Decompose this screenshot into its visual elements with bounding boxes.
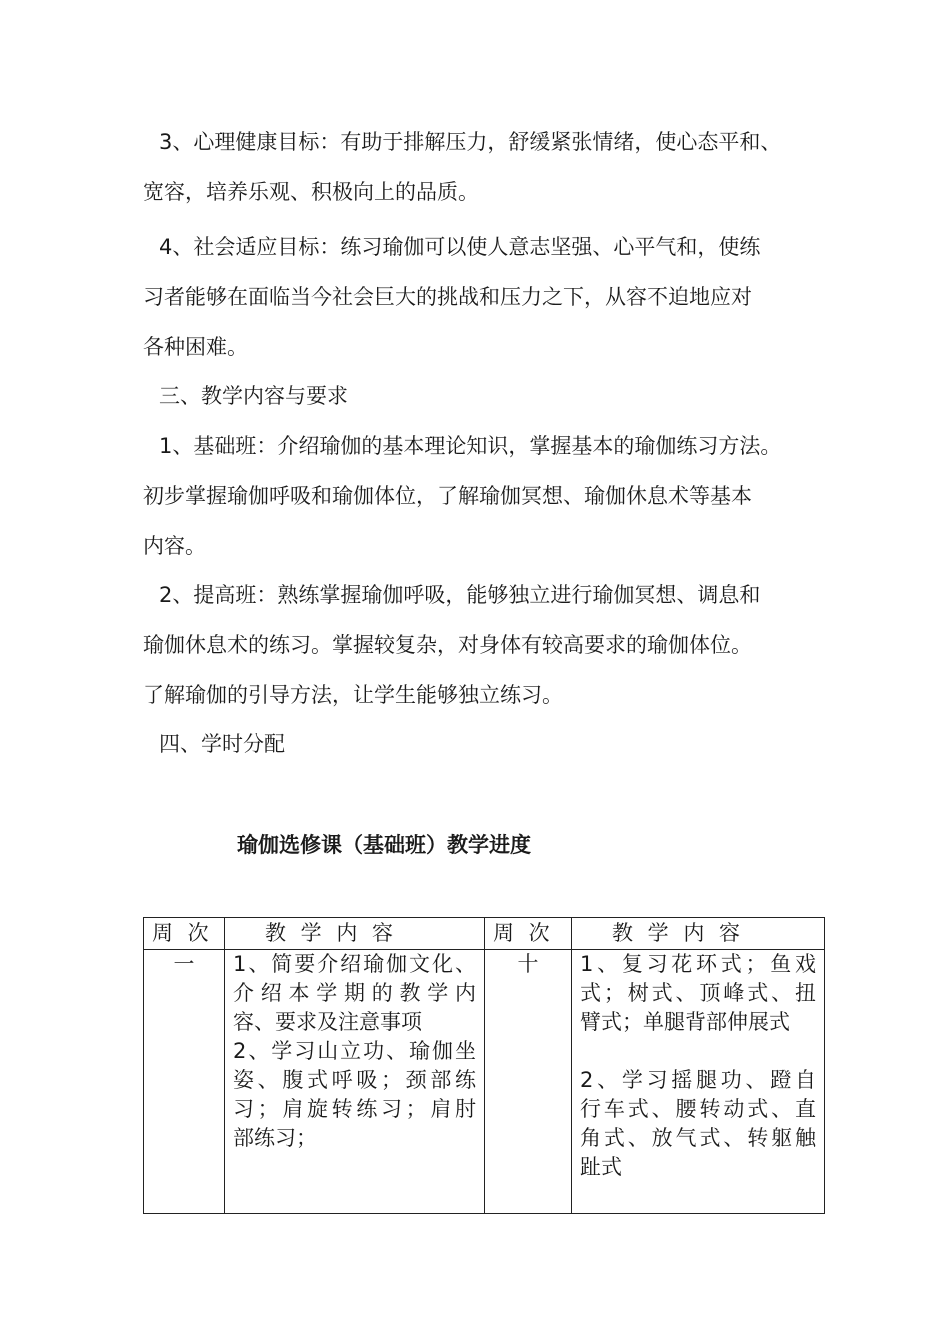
section-heading-hours xyxy=(143,719,823,769)
text-line: 初步掌握瑜伽呼吸和瑜伽体位，了解瑜伽冥想、瑜伽休息术等基本 xyxy=(143,484,752,508)
table-row xyxy=(144,950,825,1214)
paragraph-social-adaptation xyxy=(143,222,823,372)
table-header-row xyxy=(144,918,825,950)
cell-line: 2、学习摇腿功、蹬自 xyxy=(580,1068,816,1092)
header-content: 教 学 内 容 xyxy=(225,918,485,950)
week-cell: 一 xyxy=(144,950,225,1214)
text-line: 4、社会适应目标：练习瑜伽可以使人意志坚强、心平气和，使练 xyxy=(159,235,761,259)
cell-line: 式；树式、顶峰式、扭 xyxy=(580,981,816,1005)
week-cell: 十 xyxy=(485,950,572,1214)
cell-line: 姿、腹式呼吸；颈部练 xyxy=(233,1068,476,1092)
content-cell xyxy=(572,950,825,1214)
paragraph-mental-health xyxy=(143,117,823,217)
header-content: 教 学 内 容 xyxy=(572,918,825,950)
text-line: 1、基础班：介绍瑜伽的基本理论知识，掌握基本的瑜伽练习方法。 xyxy=(159,434,782,458)
cell-line: 行车式、腰转动式、直 xyxy=(580,1097,816,1121)
schedule-table xyxy=(143,917,825,1214)
heading-text: 四、学时分配 xyxy=(159,732,285,756)
header-week: 周 次 xyxy=(144,918,225,950)
table-title: 瑜伽选修课（基础班）教学进度 xyxy=(237,833,531,857)
cell-line: 容、要求及注意事项 xyxy=(233,1010,422,1034)
paragraph-basic-class xyxy=(143,421,823,571)
cell-line: 臂式；单腿背部伸展式 xyxy=(580,1010,790,1034)
text-line: 2、提高班：熟练掌握瑜伽呼吸，能够独立进行瑜伽冥想、调息和 xyxy=(159,583,761,607)
text-line: 各种困难。 xyxy=(143,335,248,359)
cell-line: 习；肩旋转练习；肩肘 xyxy=(233,1097,476,1121)
heading-text: 三、教学内容与要求 xyxy=(159,384,348,408)
content-cell xyxy=(225,950,485,1214)
text-line: 习者能够在面临当今社会巨大的挑战和压力之下，从容不迫地应对 xyxy=(143,285,752,309)
header-week: 周 次 xyxy=(485,918,572,950)
section-heading-teaching-content xyxy=(143,371,823,421)
text-line: 宽容，培养乐观、积极向上的品质。 xyxy=(143,180,479,204)
cell-line: 趾式 xyxy=(580,1155,622,1179)
cell-line: 角式、放气式、转躯触 xyxy=(580,1126,816,1150)
text-line: 内容。 xyxy=(143,534,206,558)
cell-line: 2、学习山立功、瑜伽坐 xyxy=(233,1039,476,1063)
cell-spacer xyxy=(580,1037,816,1066)
cell-line: 介绍本学期的教学内 xyxy=(233,981,476,1005)
cell-line: 部练习； xyxy=(233,1126,317,1150)
text-line: 3、心理健康目标：有助于排解压力，舒缓紧张情绪，使心态平和、 xyxy=(159,130,782,154)
paragraph-advanced-class xyxy=(143,570,823,720)
text-line: 了解瑜伽的引导方法，让学生能够独立练习。 xyxy=(143,683,563,707)
cell-line: 1、复习花环式；鱼戏 xyxy=(580,952,816,976)
text-line: 瑜伽休息术的练习。掌握较复杂，对身体有较高要求的瑜伽体位。 xyxy=(143,633,752,657)
cell-line: 1、简要介绍瑜伽文化、 xyxy=(233,952,476,976)
